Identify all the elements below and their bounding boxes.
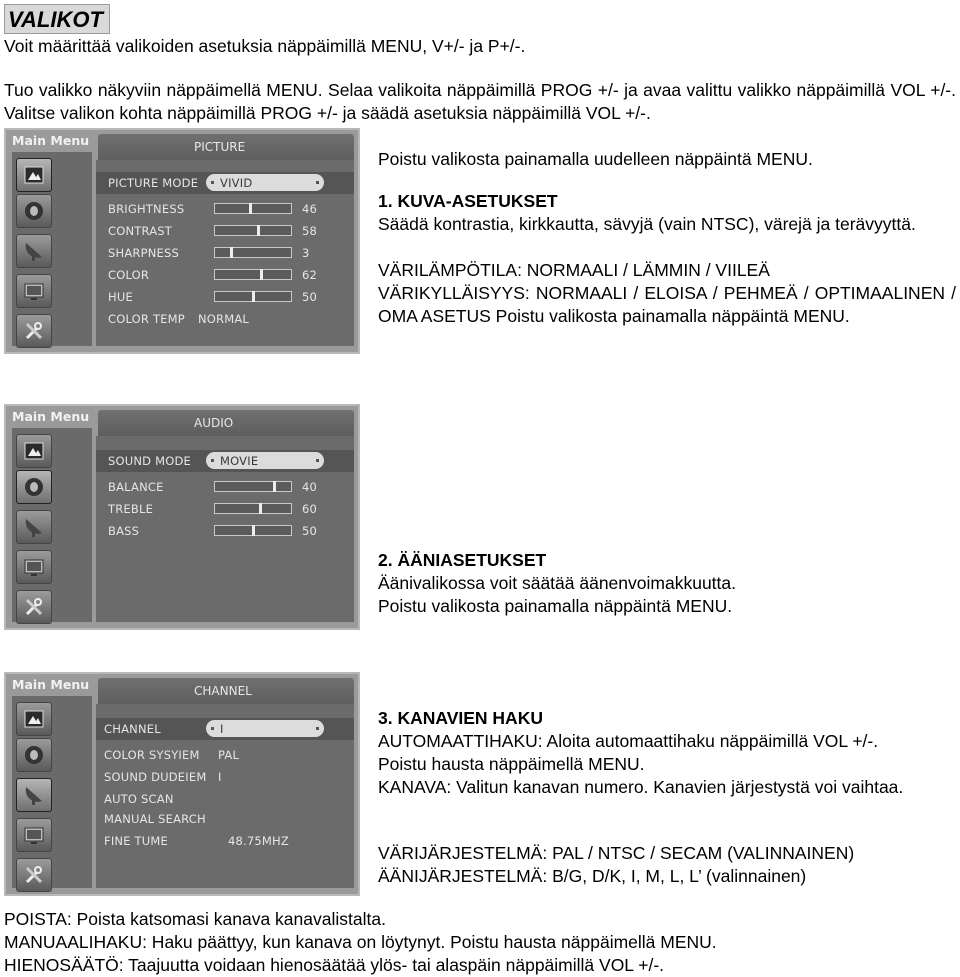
section1-body: Säädä kontrastia, kirkkautta, sävyjä (vain NTSC), värejä ja terävyyttä. [378, 214, 916, 234]
slider-knob[interactable] [252, 525, 255, 536]
color-temp-row[interactable] [96, 308, 354, 330]
menu-sidebar [12, 696, 92, 888]
intro-paragraph: Tuo valikko näkyviin näppäimellä MENU. Selaa valikoita näppäimillä PROG +/- ja avaa valittu valikko näppäimillä VOL +/-. Valitse valikon kohta näppäimillä PROG +/- ja säädä asetuksia näppäimillä VOL +/-. [4, 80, 956, 123]
channel-menu-panel [4, 672, 360, 896]
slider-label: BRIGHTNESS [108, 202, 185, 216]
slider-value: 50 [302, 290, 318, 304]
slider-value: 62 [302, 268, 318, 282]
sound-system-label: SOUND DUDEIEM [104, 770, 207, 784]
slider-row[interactable] [96, 520, 354, 542]
picture-mode-select[interactable] [206, 174, 324, 191]
slider-value: 3 [302, 246, 310, 260]
color-temp-label: COLOR TEMP [108, 312, 185, 326]
fine-tune-row[interactable] [96, 830, 354, 852]
slider-bar[interactable] [214, 269, 292, 280]
channel-header: CHANNEL [194, 684, 252, 698]
intro-line: Voit määrittää valikoiden asetuksia näppäimillä MENU, V+/- ja P+/-. [4, 36, 526, 56]
arrow-dot-icon [211, 727, 214, 730]
slider-row[interactable] [96, 220, 354, 242]
sound-system-value: I [218, 770, 222, 784]
sound-mode-select[interactable] [206, 452, 324, 469]
sound-system-row[interactable] [96, 766, 354, 788]
slider-row[interactable] [96, 198, 354, 220]
fine-tune-value: 48.75MHZ [228, 834, 289, 848]
footer-delete: POISTA: Poista katsomasi kanava kanavalistalta. [4, 909, 386, 929]
sound-icon[interactable] [16, 194, 52, 228]
slider-bar[interactable] [214, 203, 292, 214]
slider-value: 40 [302, 480, 318, 494]
slider-knob[interactable] [252, 291, 255, 302]
section1-color-temp: VÄRILÄMPÖTILA: NORMAALI / LÄMMIN / VIILEÄ [378, 260, 770, 280]
main-menu-label: Main Menu [12, 133, 90, 148]
sound-icon[interactable] [16, 470, 52, 504]
satellite-dish-icon[interactable] [16, 778, 52, 812]
tv-icon[interactable] [16, 818, 52, 852]
tools-icon[interactable] [16, 314, 52, 348]
channel-row[interactable] [96, 718, 354, 740]
sound-mode-label: SOUND MODE [108, 454, 191, 468]
sound-icon[interactable] [16, 738, 52, 772]
section1-exit: Poistu valikosta painamalla uudelleen näppäintä MENU. [378, 149, 813, 169]
auto-scan-row[interactable] [96, 788, 354, 810]
tools-icon[interactable] [16, 858, 52, 892]
audio-header: AUDIO [194, 416, 234, 430]
manual-search-label: MANUAL SEARCH [104, 812, 206, 826]
slider-bar[interactable] [214, 503, 292, 514]
sound-mode-value: MOVIE [220, 454, 259, 468]
satellite-dish-icon[interactable] [16, 510, 52, 544]
section3-sound-system: ÄÄNIJÄRJESTELMÄ: B/G, D/K, I, M, L, L’ (valinnainen) [378, 866, 807, 886]
footer-fine-tune: HIENOSÄÄTÖ: Taajuutta voidaan hienosäätää ylös- tai alaspäin näppäimillä VOL +/-. [4, 955, 665, 975]
slider-bar[interactable] [214, 525, 292, 536]
picture-menu-panel [4, 128, 360, 354]
slider-bar[interactable] [214, 225, 292, 236]
sound-mode-row[interactable] [96, 450, 354, 472]
satellite-dish-icon[interactable] [16, 234, 52, 268]
channel-select[interactable] [206, 720, 324, 737]
color-system-value: PAL [218, 748, 240, 762]
main-menu-label: Main Menu [12, 409, 90, 424]
menu-header [98, 410, 354, 436]
section3-channel: KANAVA: Valitun kanavan numero. Kanavien järjestystä voi vaihtaa. [378, 777, 904, 797]
slider-bar[interactable] [214, 247, 292, 258]
color-system-label: COLOR SYSYIEM [104, 748, 200, 762]
section1-saturation: VÄRIKYLLÄISYYS: NORMAALI / ELOISA / PEHMEÄ / OPTIMAALINEN / OMA ASETUS Poistu valikosta painamalla näppäintä MENU. [378, 283, 956, 326]
slider-label: HUE [108, 290, 133, 304]
section2-exit: Poistu valikosta painamalla näppäintä MENU. [378, 596, 733, 616]
page-title: VALIKOT [4, 4, 110, 34]
section3-exit: Poistu hausta näppäimellä MENU. [378, 754, 645, 774]
section3-color-system: VÄRIJÄRJESTELMÄ: PAL / NTSC / SECAM (VALINNAINEN) [378, 843, 855, 863]
tools-icon[interactable] [16, 590, 52, 624]
slider-label: TREBLE [108, 502, 154, 516]
section3-autoscan: AUTOMAATTIHAKU: Aloita automaattihaku näppäimillä VOL +/-. [378, 731, 879, 751]
footer-manual-search: MANUAALIHAKU: Haku päättyy, kun kanava on löytynyt. Poistu hausta näppäimellä MENU. [4, 932, 717, 952]
channel-label: CHANNEL [104, 722, 161, 736]
slider-knob[interactable] [260, 269, 263, 280]
color-temp-value: NORMAL [198, 312, 250, 326]
menu-sidebar [12, 152, 92, 346]
slider-label: CONTRAST [108, 224, 173, 238]
slider-bar[interactable] [214, 291, 292, 302]
arrow-dot-icon [316, 727, 319, 730]
channel-menu-content [96, 704, 354, 888]
slider-row[interactable] [96, 286, 354, 308]
section3-heading: 3. KANAVIEN HAKU [378, 708, 543, 728]
arrow-dot-icon [211, 181, 214, 184]
audio-menu-content [96, 436, 354, 622]
picture-mode-value: VIVID [220, 176, 253, 190]
picture-header: PICTURE [194, 140, 246, 154]
slider-value: 58 [302, 224, 318, 238]
section2-body: Äänivalikossa voit säätää äänenvoimakkuutta. [378, 573, 736, 593]
slider-row[interactable] [96, 498, 354, 520]
color-system-row[interactable] [96, 744, 354, 766]
slider-knob[interactable] [230, 247, 233, 258]
slider-label: BASS [108, 524, 140, 538]
arrow-dot-icon [316, 459, 319, 462]
slider-knob[interactable] [249, 203, 252, 214]
slider-value: 50 [302, 524, 318, 538]
main-menu-label: Main Menu [12, 677, 90, 692]
arrow-dot-icon [211, 459, 214, 462]
slider-label: BALANCE [108, 480, 164, 494]
channel-value: I [220, 722, 224, 736]
slider-knob[interactable] [273, 481, 276, 492]
menu-sidebar [12, 428, 92, 622]
slider-value: 46 [302, 202, 318, 216]
slider-value: 60 [302, 502, 318, 516]
slider-knob[interactable] [257, 225, 260, 236]
picture-mode-row[interactable] [96, 172, 354, 194]
picture-icon[interactable] [16, 702, 52, 736]
section1-heading: 1. KUVA-ASETUKSET [378, 191, 558, 211]
auto-scan-label: AUTO SCAN [104, 792, 174, 806]
slider-knob[interactable] [259, 503, 262, 514]
slider-bar[interactable] [214, 481, 292, 492]
slider-row[interactable] [96, 242, 354, 264]
arrow-dot-icon [316, 181, 319, 184]
picture-icon[interactable] [16, 434, 52, 468]
picture-mode-label: PICTURE MODE [108, 176, 199, 190]
picture-menu-content [96, 160, 354, 346]
tv-icon[interactable] [16, 274, 52, 308]
audio-menu-panel [4, 404, 360, 630]
slider-label: COLOR [108, 268, 150, 282]
slider-row[interactable] [96, 264, 354, 286]
fine-tune-label: FINE TUME [104, 834, 168, 848]
section2-heading: 2. ÄÄNIASETUKSET [378, 550, 547, 570]
tv-icon[interactable] [16, 550, 52, 584]
picture-icon[interactable] [16, 158, 52, 192]
slider-label: SHARPNESS [108, 246, 180, 260]
slider-row[interactable] [96, 476, 354, 498]
manual-search-row[interactable] [96, 808, 354, 830]
menu-header [98, 678, 354, 704]
menu-header [98, 134, 354, 160]
